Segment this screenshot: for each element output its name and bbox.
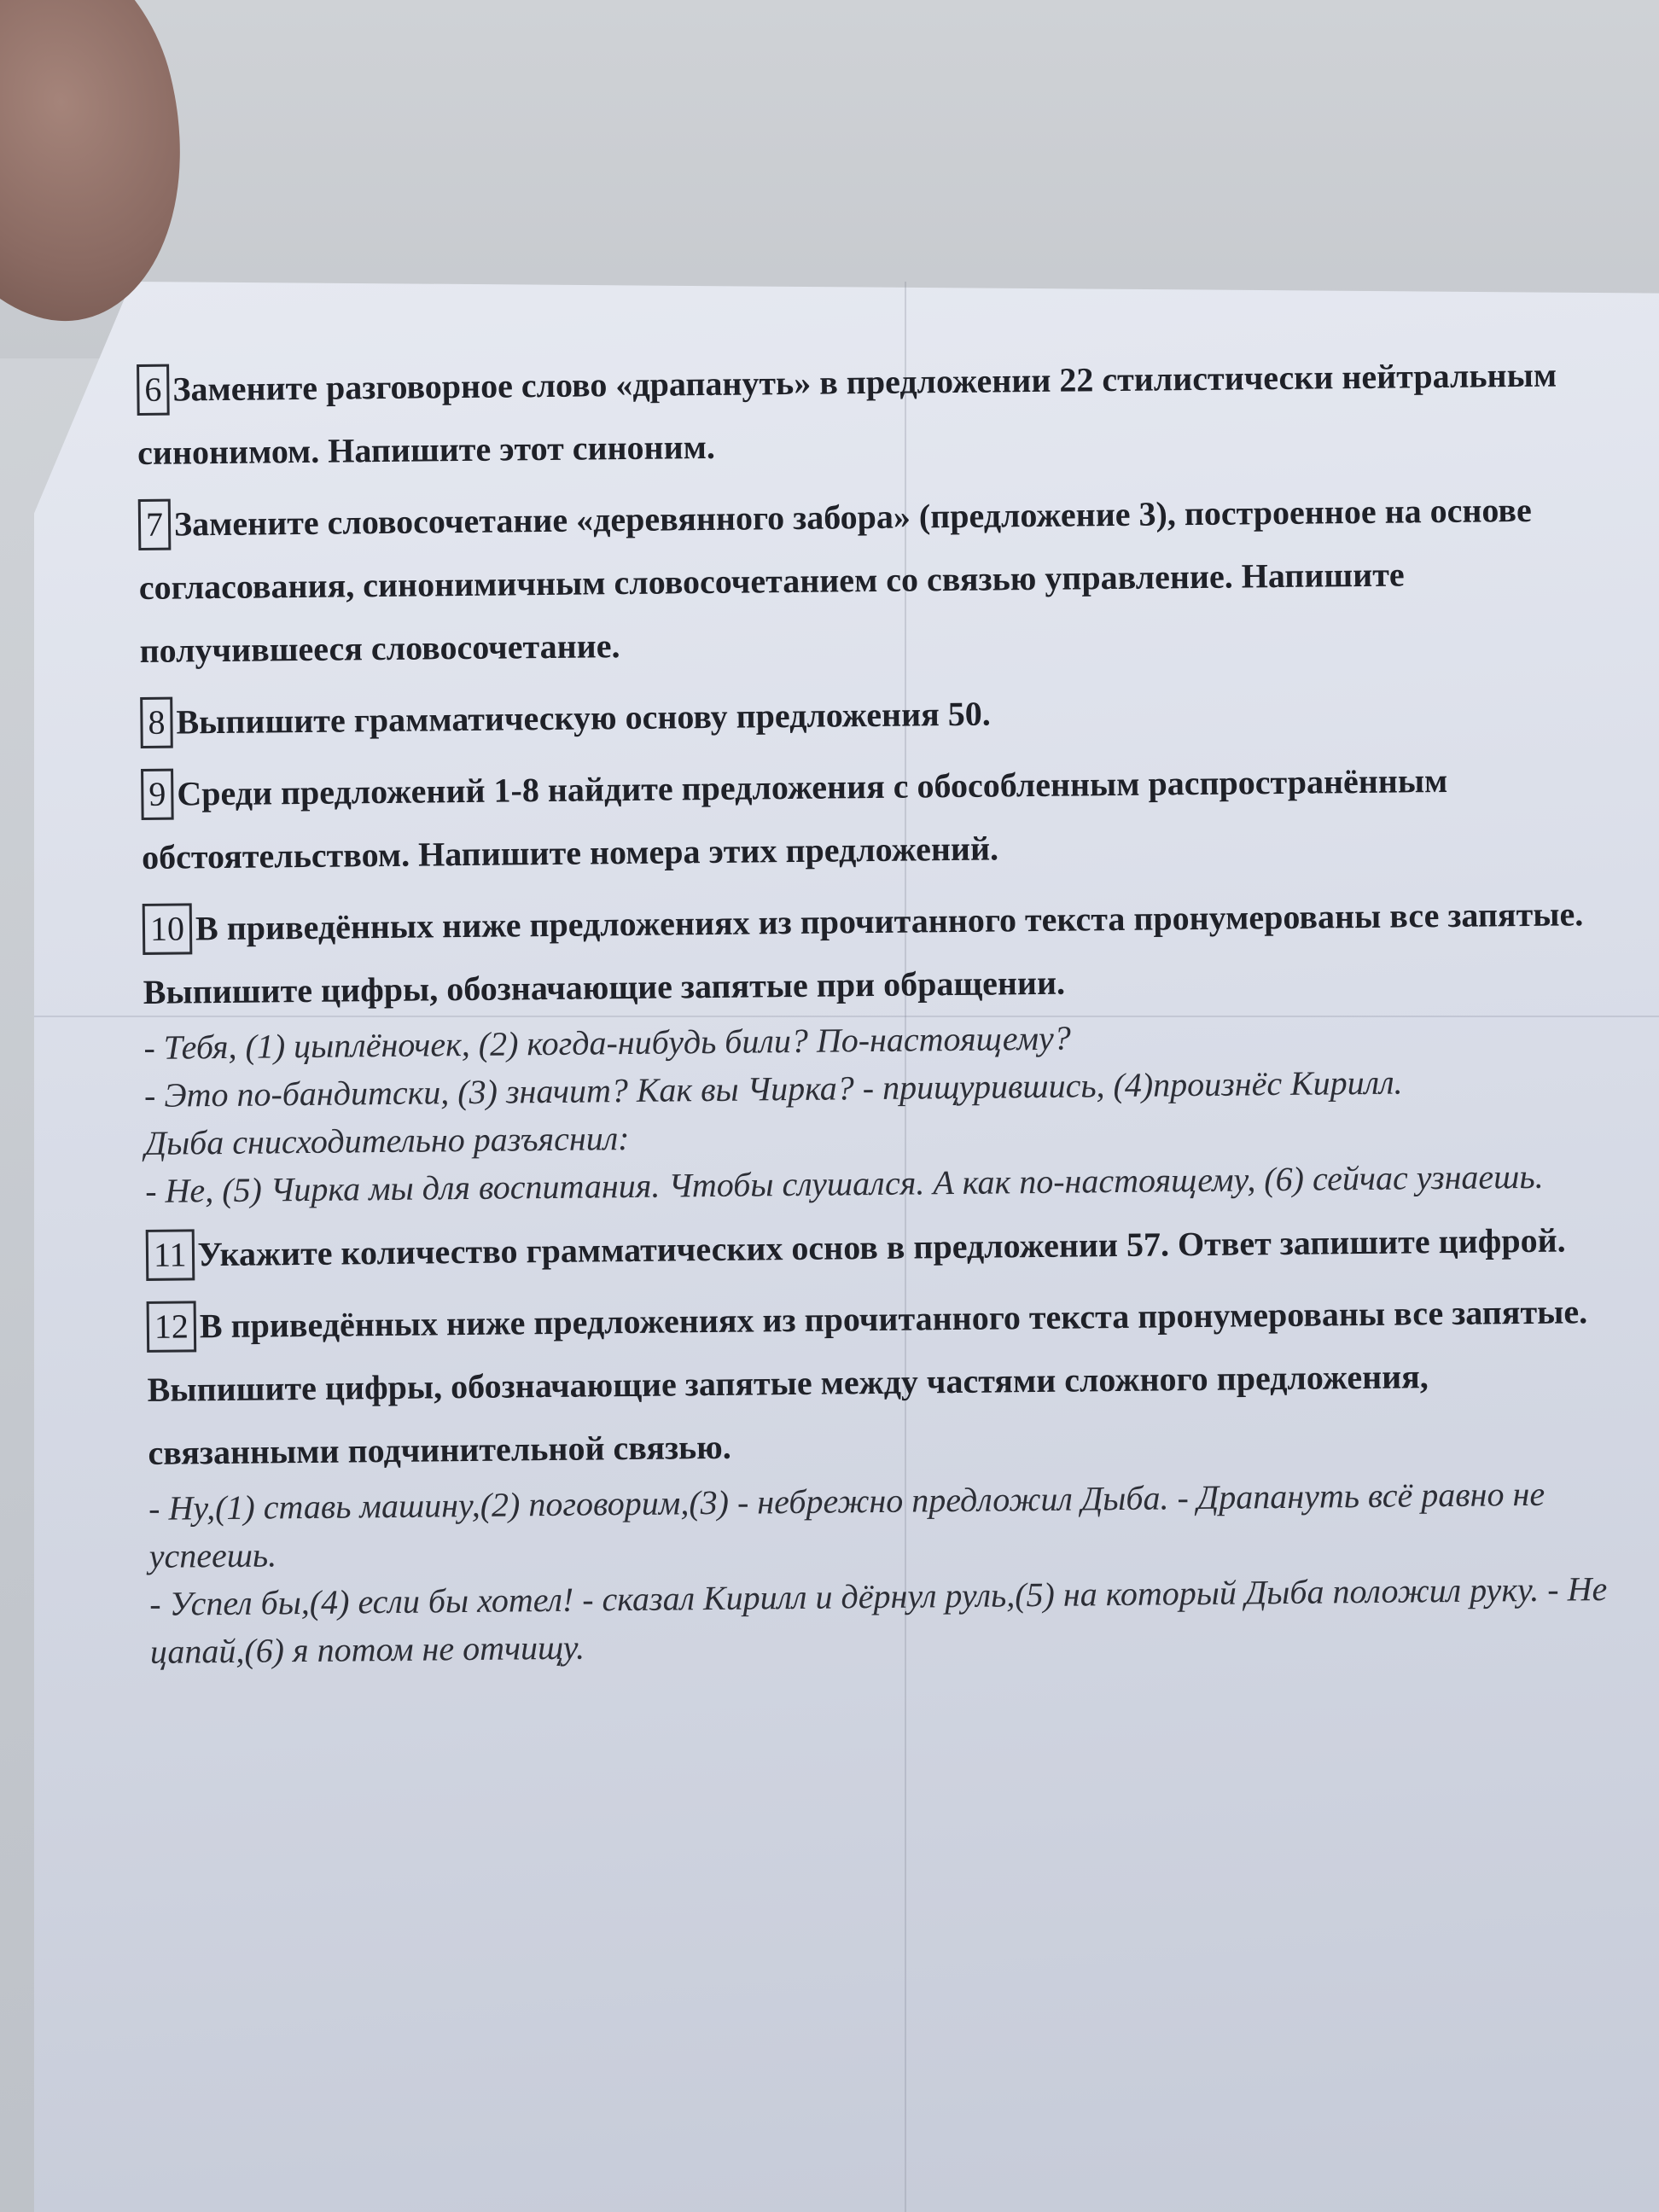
quote-line: - Это по-бандитски, (3) значит? Как вы Чирка? - прищурившись, (4)произнёс Кирилл.	[143, 1062, 1403, 1115]
task-10	[143, 882, 1614, 1215]
task-number: 12	[147, 1301, 197, 1353]
task-instruction	[141, 748, 1610, 889]
task-number: 10	[143, 903, 193, 955]
task-text: Укажите количество грамматических основ в предложении 57. Ответ запишите цифрой.	[197, 1220, 1566, 1274]
task-text: Замените разговорное слово «драпануть» в предложении 22 стилистически нейтральным синонимом. Напишите этот синоним.	[137, 355, 1557, 472]
quote-line: - Успел бы,(4) если бы хотел! - сказал Кирилл и дёрнул руль,(5) на который Дыба положил руку. - Не цапай,(6) я потом не отчищу.	[149, 1569, 1608, 1671]
task-text: В приведённых ниже предложениях из прочитанного текста пронумерованы все запятые. Выпишите цифры, обозначающие запятые между частями сложного предложения, связанными подчинительной связью.	[147, 1292, 1588, 1472]
task-8	[140, 676, 1609, 754]
task-text: Среди предложений 1-8 найдите предложения с обособленным распространённым обстоятельством. Напишите номера этих предложений.	[141, 760, 1448, 876]
task-instruction	[143, 882, 1611, 1024]
task-6	[137, 343, 1605, 485]
task-9	[141, 748, 1610, 889]
task-number: 11	[146, 1229, 195, 1281]
quote-line: - Ну,(1) ставь машину,(2) поговорим,(3) - небрежно предложил Дыба. - Драпануть всё равно не успеешь.	[148, 1474, 1545, 1575]
task-number: 8	[140, 697, 173, 748]
task-number: 9	[141, 769, 174, 820]
task-12	[146, 1280, 1618, 1676]
task-text: В приведённых ниже предложениях из прочитанного текста пронумерованы все запятые. Выпишите цифры, обозначающие запятые при обращении.	[143, 894, 1584, 1011]
task-text: Выпишите грамматическую основу предложения 50.	[176, 694, 991, 742]
task-list	[137, 343, 1618, 1685]
task-instruction	[146, 1208, 1615, 1287]
task-11	[146, 1208, 1615, 1287]
quote-line: - Тебя, (1) цыплёночек, (2) когда-нибудь били? По-настоящему?	[143, 1018, 1072, 1067]
task-text: Замените словосочетание «деревянного забора» (предложение 3), построенное на основе согласования, синонимичным словосочетанием со связью управление. Напишите получившееся словосочетание.	[138, 490, 1533, 670]
task-instruction	[137, 343, 1605, 485]
task-instruction	[146, 1280, 1615, 1485]
task-instruction	[140, 676, 1609, 754]
task-7	[138, 478, 1608, 683]
task-instruction	[138, 478, 1608, 683]
task-number: 6	[137, 364, 170, 416]
quote-line: Дыба снисходительно разъяснил:	[144, 1119, 630, 1162]
task-number: 7	[138, 499, 172, 550]
quote-line: - Не, (5) Чирка мы для воспитания. Чтобы слушался. А как по-настоящему, (6) сейчас узнаешь.	[144, 1156, 1544, 1210]
